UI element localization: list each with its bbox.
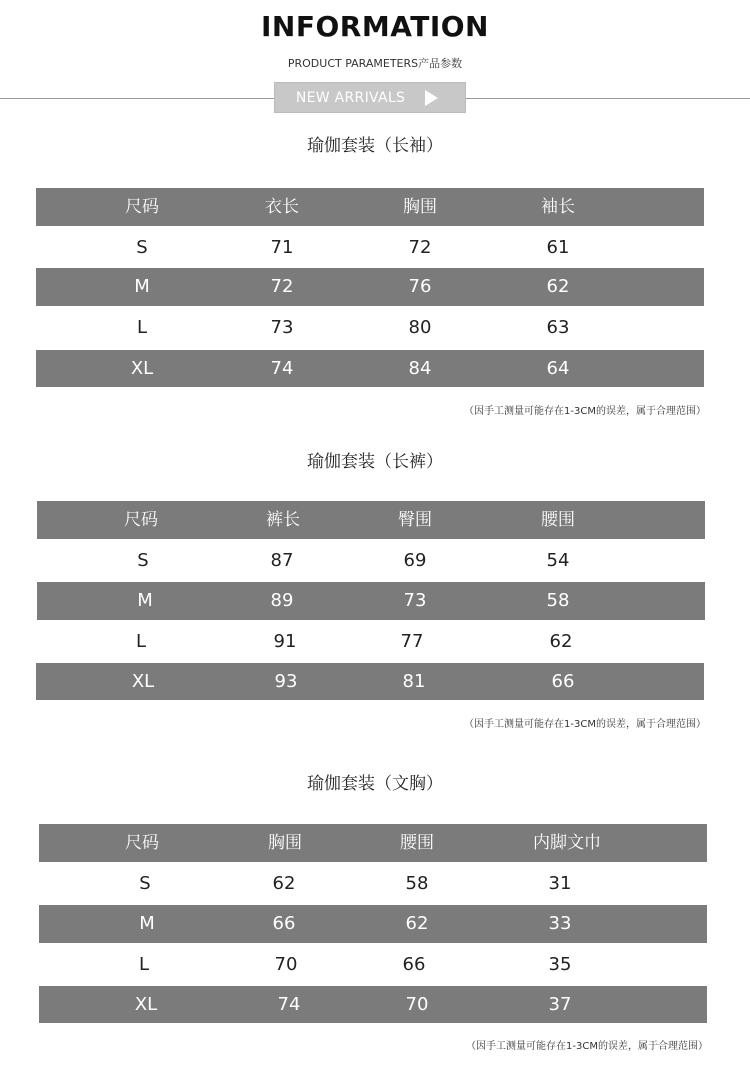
table-cell: 73 — [403, 590, 427, 611]
table-cell: 80 — [408, 317, 432, 338]
header-cell: 内脚文巾 — [533, 833, 601, 853]
table-row — [36, 350, 704, 387]
table-row — [37, 539, 705, 582]
measurement-note: （因手工测量可能存在1-3CM的误差，属于合理范围） — [466, 1041, 708, 1052]
table-row — [36, 228, 704, 268]
page-title: INFORMATION — [261, 10, 489, 43]
table-cell: XL — [134, 994, 158, 1015]
table-row — [39, 862, 707, 905]
table-cell: M — [139, 913, 155, 934]
table-cell: 70 — [274, 954, 298, 975]
page-subtitle: PRODUCT PARAMETERS产品参数 — [287, 57, 463, 70]
measurement-note: （因手工测量可能存在1-3CM的误差，属于合理范围） — [464, 719, 706, 730]
table-cell: 35 — [548, 954, 572, 975]
header-cell: 臀围 — [398, 510, 432, 530]
table-cell: XL — [131, 671, 155, 692]
table-cell: 81 — [402, 671, 426, 692]
table-cell: 31 — [548, 873, 572, 894]
table-cell: L — [136, 317, 148, 338]
table-row — [37, 620, 705, 663]
table-cell: 72 — [408, 237, 432, 258]
table-cell: L — [138, 954, 150, 975]
table-cell: 62 — [405, 913, 429, 934]
table-cell: 58 — [546, 590, 570, 611]
table-cell: 66 — [551, 671, 575, 692]
header-cell: 胸围 — [403, 197, 437, 217]
table-cell: 73 — [270, 317, 294, 338]
table-cell: 87 — [270, 550, 294, 571]
table-cell: 66 — [272, 913, 296, 934]
table-cell: 62 — [549, 631, 573, 652]
table-header-row — [37, 501, 705, 539]
table-cell: 66 — [402, 954, 426, 975]
table-row — [39, 943, 707, 986]
play-arrow-icon — [425, 90, 438, 106]
header-cell: 腰围 — [400, 833, 434, 853]
table-cell: 33 — [548, 913, 572, 934]
table-header-row — [39, 824, 707, 862]
header-cell: 腰围 — [541, 510, 575, 530]
table-cell: XL — [130, 358, 154, 379]
new-arrivals-badge — [274, 82, 466, 113]
table-cell: 62 — [272, 873, 296, 894]
table-cell: 62 — [546, 276, 570, 297]
table-row — [36, 268, 704, 306]
table-cell: 37 — [548, 994, 572, 1015]
table-cell: 74 — [277, 994, 301, 1015]
table-cell: 63 — [546, 317, 570, 338]
table-cell: 93 — [274, 671, 298, 692]
table-cell: 69 — [403, 550, 427, 571]
table-cell: 61 — [546, 237, 570, 258]
table-cell: 54 — [546, 550, 570, 571]
table-cell: S — [137, 550, 149, 571]
table-cell: M — [134, 276, 150, 297]
header-cell: 裤长 — [266, 510, 300, 530]
table-cell: S — [136, 237, 148, 258]
header-cell: 尺码 — [125, 197, 159, 217]
table-cell: M — [137, 590, 153, 611]
table-cell: 70 — [405, 994, 429, 1015]
table-row — [37, 582, 705, 620]
table-cell: 72 — [270, 276, 294, 297]
header-cell: 尺码 — [124, 510, 158, 530]
header-cell: 衣长 — [265, 197, 299, 217]
table-cell: 77 — [400, 631, 424, 652]
table-cell: 58 — [405, 873, 429, 894]
table-cell: 71 — [270, 237, 294, 258]
measurement-note: （因手工测量可能存在1-3CM的误差，属于合理范围） — [464, 406, 706, 417]
badge-label: NEW ARRIVALS — [295, 89, 406, 106]
table-cell: 89 — [270, 590, 294, 611]
table-row — [39, 986, 707, 1023]
size-table-sports-bra — [39, 824, 707, 1023]
table-cell: S — [139, 873, 151, 894]
section-title-sports-bra: 瑜伽套装（文胸） — [307, 774, 443, 794]
section-title-long-sleeve: 瑜伽套装（长袖） — [307, 136, 443, 156]
table-cell: 74 — [270, 358, 294, 379]
table-header-row — [36, 188, 704, 226]
section-title-long-pants: 瑜伽套装（长裤） — [307, 452, 443, 472]
table-cell: L — [135, 631, 147, 652]
table-cell: 76 — [408, 276, 432, 297]
size-table-long-pants — [37, 501, 705, 700]
header-cell: 袖长 — [541, 197, 575, 217]
table-cell: 64 — [546, 358, 570, 379]
size-table-long-sleeve — [36, 188, 704, 387]
table-row — [36, 663, 704, 700]
table-cell: 84 — [408, 358, 432, 379]
table-row — [36, 306, 704, 350]
header-cell: 胸围 — [268, 833, 302, 853]
table-row — [39, 905, 707, 943]
header-cell: 尺码 — [125, 833, 159, 853]
table-cell: 91 — [273, 631, 297, 652]
